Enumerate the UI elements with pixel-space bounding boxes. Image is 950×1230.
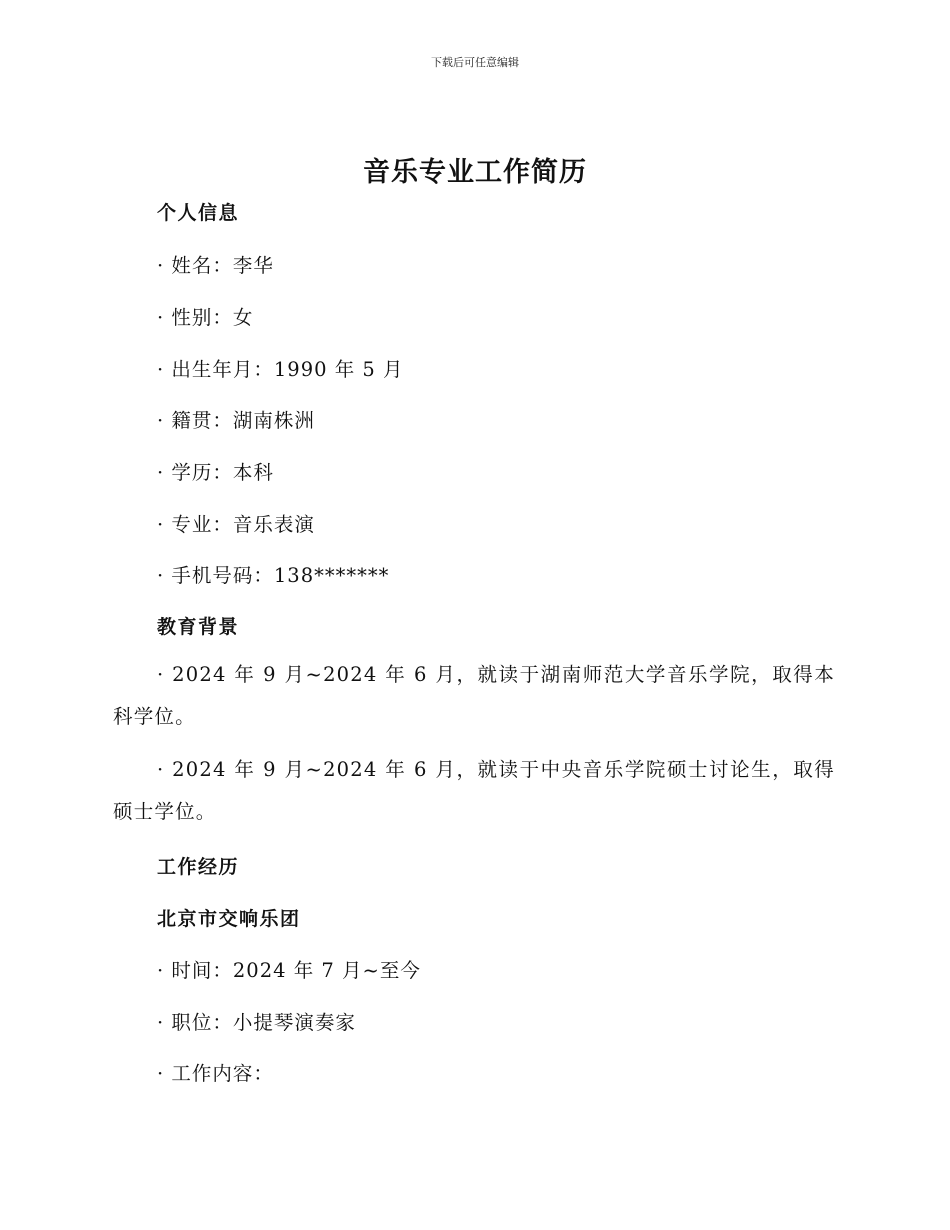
section-heading-education: 教育背景 (157, 616, 240, 638)
education-item-master: · 2024 年 9 月~2024 年 6 月，就读于中央音乐学院硕士讨论生，取得硕士学位。 (113, 758, 835, 823)
section-heading-work: 工作经历 (157, 856, 240, 878)
header-note: 下载后可任意编辑 (431, 56, 519, 69)
info-phone: · 手机号码：138******* (157, 564, 390, 587)
education-item-bachelor: · 2024 年 9 月~2024 年 6 月，就读于湖南师范大学音乐学院，取得本科学位。 (113, 663, 835, 728)
info-gender: · 性别：女 (157, 306, 254, 329)
work-time: · 时间：2024 年 7 月~至今 (157, 959, 421, 982)
info-major: · 专业：音乐表演 (157, 513, 315, 536)
section-heading-personal-info: 个人信息 (157, 202, 240, 224)
info-name: · 姓名：李华 (157, 254, 274, 277)
work-position: · 职位：小提琴演奏家 (157, 1011, 356, 1034)
work-employer: 北京市交响乐团 (157, 908, 301, 930)
document-title: 音乐专业工作简历 (363, 157, 587, 188)
work-content: · 工作内容： (157, 1062, 274, 1085)
info-education-level: · 学历：本科 (157, 461, 274, 484)
info-hometown: · 籍贯：湖南株洲 (157, 409, 315, 432)
info-birth: · 出生年月：1990 年 5 月 (157, 358, 404, 381)
